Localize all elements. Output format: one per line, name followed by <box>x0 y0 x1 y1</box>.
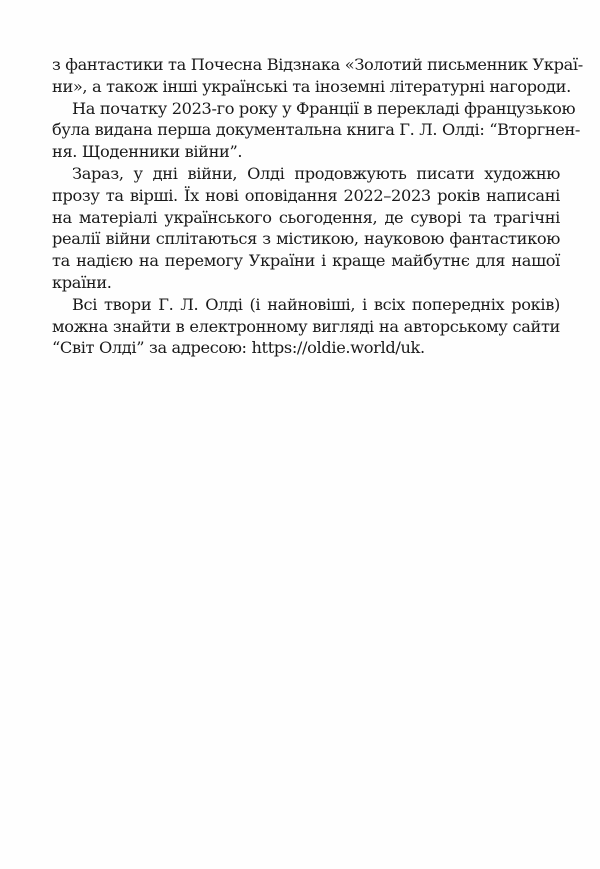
paragraph-france-publication <box>52 98 581 163</box>
text-line: країни. <box>52 272 112 292</box>
paragraph-wartime-writing <box>52 163 560 294</box>
text-line: ни», а також інші українські та іноземні літературні нагороди. <box>52 76 571 96</box>
text-line: та надією на перемогу України і краще майбутнє для нашої <box>52 251 560 271</box>
text-line: ня. Щоденники війни”. <box>52 142 243 162</box>
text-line: прозу та вірші. Їх нові оповідання 2022–2023 років написані <box>52 185 560 205</box>
paragraph-awards <box>52 54 583 98</box>
text-line-with-link: “Світ Олді” за адресою: https://oldie.world/uk. <box>52 338 425 358</box>
paragraph-website <box>52 294 560 359</box>
body-text <box>52 54 583 359</box>
text-line: реалії війни сплітаються з містикою, науковою фантастикою <box>52 229 560 249</box>
text-line: була видана перша документальна книга Г. Л. Олді: “Вторгнен- <box>52 120 581 140</box>
text-line: можна знайти в електронному вигляді на авторському сайти <box>52 316 560 336</box>
text-line: з фантастики та Почесна Відзнака «Золотий письменник Украї- <box>52 55 583 74</box>
text-line: Зараз, у дні війни, Олді продовжують писати художню <box>72 163 560 183</box>
text-line: Всі твори Г. Л. Олді (і найновіші, і всіх попередніх років) <box>72 294 560 314</box>
text-line: На початку 2023-го року у Франції в перекладі французькою <box>72 98 576 118</box>
text-line: на матеріалі українського сьогодення, де суворі та трагічні <box>52 207 560 227</box>
